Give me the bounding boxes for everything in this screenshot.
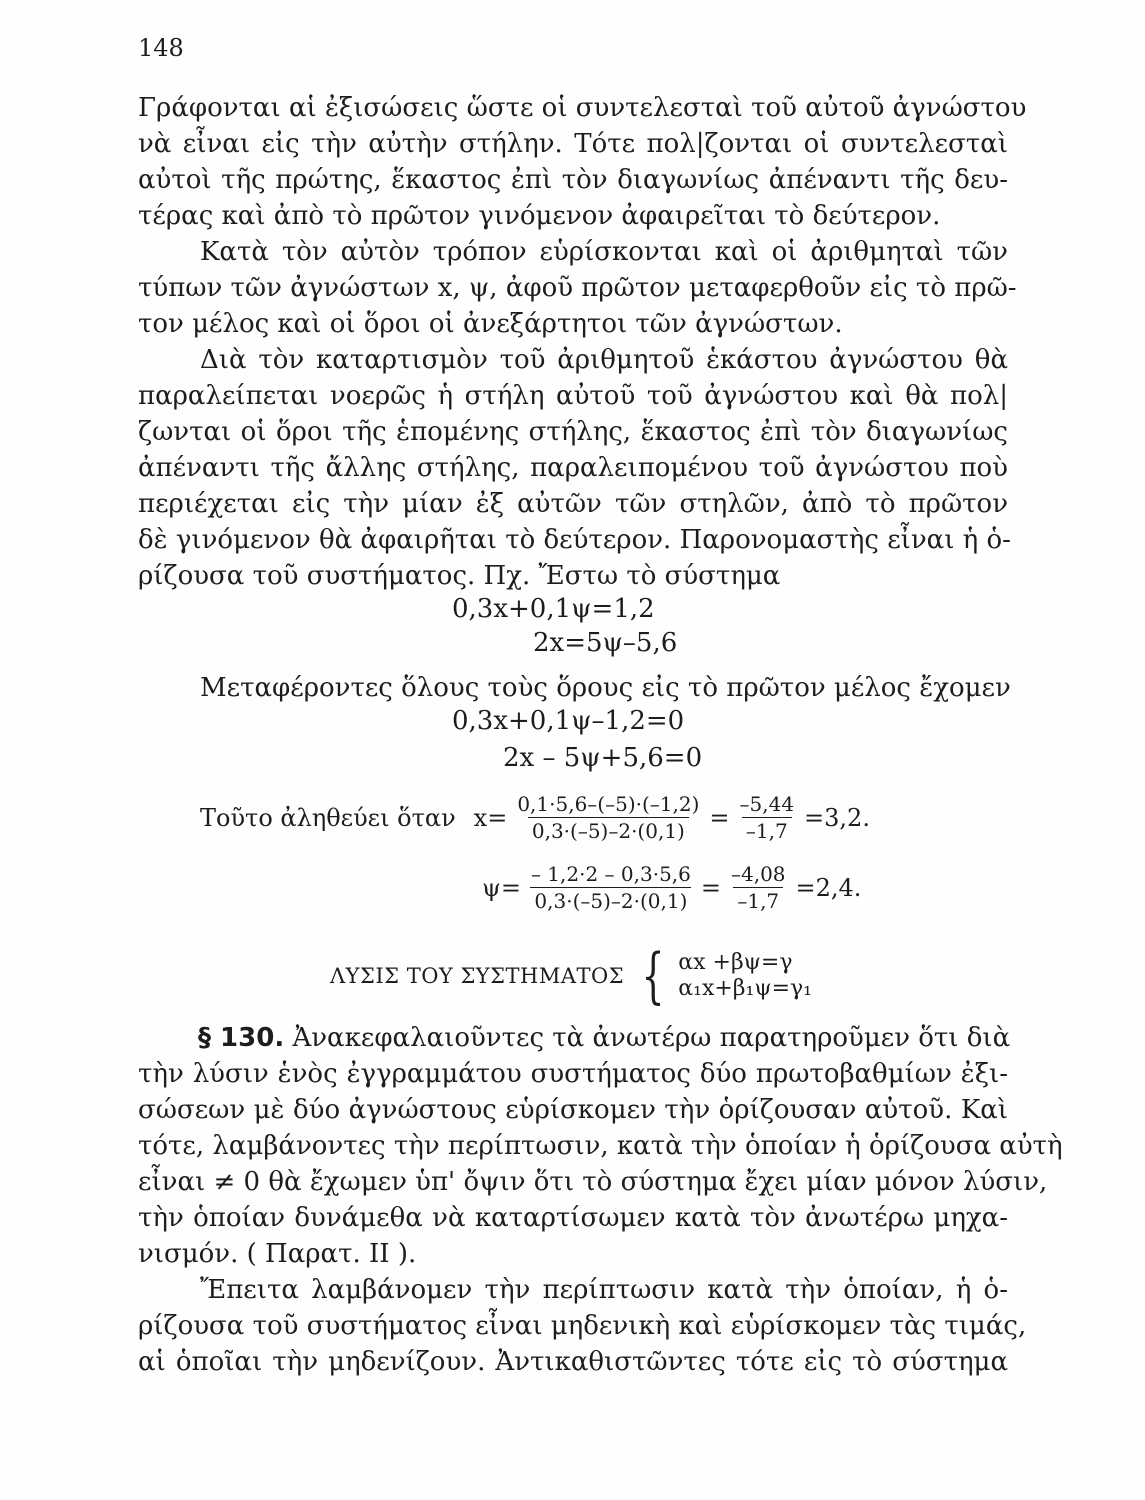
equals-sign: = xyxy=(709,803,730,832)
equation-3: 0,3x+0,1ψ–1,2=0 xyxy=(452,706,685,736)
text-line: σώσεων μὲ δύο ἀγνώστους εὑρίσκομεν τὴν ὁρίζουσαν αὐτοῦ. Καὶ xyxy=(138,1095,1008,1125)
text-line: αἱ ὁποῖαι τὴν μηδενίζουν. Ἀντικαθιστῶντες τότε εἰς τὸ σύστημα xyxy=(138,1347,1008,1377)
system-eq: α₁x+β₁ψ=γ₁ xyxy=(678,976,812,1001)
section-first-line xyxy=(138,1020,1011,1056)
body-text-top xyxy=(138,90,1027,594)
text-line: ζωνται οἱ ὅροι τῆς ἑπομένης στήλης, ἕκαστος ἐπὶ τὸν διαγωνίως xyxy=(138,417,1008,447)
text-line: ἀπέναντι τῆς ἄλλης στήλης, παραλειπομένου τοῦ ἀγνώστου ποὺ xyxy=(138,453,1008,483)
variable-y: ψ= xyxy=(482,873,521,902)
text-line: ρίζουσα τοῦ συστήματος εἶναι μηδενικὴ καὶ εὑρίσκομεν τὰς τιμάς, xyxy=(138,1311,1027,1341)
section-first-text: Ἀνακεφαλαιοῦντες τὰ ἀνωτέρω παρατηροῦμεν ὅτι διὰ xyxy=(292,1023,1011,1053)
text-line: εἶναι ≠ 0 θὰ ἔχωμεν ὑπ' ὄψιν ὅτι τὸ σύστημα ἔχει μίαν μόνον λύσιν, xyxy=(138,1167,1048,1197)
text-line: Κατὰ τὸν αὐτὸν τρόπον εὑρίσκονται καὶ οἱ ἀριθμηταὶ τῶν xyxy=(200,237,1008,267)
result: =3,2. xyxy=(804,803,870,832)
fraction xyxy=(527,862,695,913)
text-line: νισμόν. ( Παρατ. ΙΙ ). xyxy=(138,1239,417,1269)
brace-icon: { xyxy=(641,941,665,1011)
numerator: –5,44 xyxy=(739,792,795,816)
text-line: ρίζουσα τοῦ συστήματος. Πχ. Ἔστω τὸ σύστημα xyxy=(138,561,781,591)
denominator: –1,7 xyxy=(733,887,783,913)
solution-x xyxy=(200,792,870,843)
denominator: 0,3·(–5)–2·(0,1) xyxy=(530,887,691,913)
result: =2,4. xyxy=(795,873,862,902)
text-line: Ἔπειτα λαμβάνομεν τὴν περίπτωσιν κατὰ τὴν ὁποίαν, ἡ ὁ- xyxy=(200,1275,1008,1305)
equation-2: 2x=5ψ–5,6 xyxy=(533,628,678,658)
denominator: 0,3·(–5)–2·(0,1) xyxy=(528,817,689,843)
equation-4: 2x – 5ψ+5,6=0 xyxy=(503,743,703,773)
text-line: περιέχεται εἰς τὴν μίαν ἐξ αὐτῶν τῶν στηλῶν, ἀπὸ τὸ πρῶτον xyxy=(138,489,1008,519)
system-heading xyxy=(330,941,812,1011)
fraction xyxy=(727,862,790,913)
text-line: Γράφονται αἱ ἐξισώσεις ὥστε οἱ συντελεσταὶ τοῦ αὐτοῦ ἀγνώστου xyxy=(138,93,1027,123)
text-line: αὐτοὶ τῆς πρώτης, ἕκαστος ἐπὶ τὸν διαγωνίως ἀπέναντι τῆς δευ- xyxy=(138,165,1008,195)
numerator: – 1,2·2 – 0,3·5,6 xyxy=(530,862,691,886)
equation-1: 0,3x+0,1ψ=1,2 xyxy=(452,594,655,624)
fraction xyxy=(736,792,799,843)
text-line: τὴν ὁποίαν δυνάμεθα νὰ καταρτίσωμεν κατὰ τὸν ἀνωτέρω μηχα- xyxy=(138,1203,1008,1233)
transfer-line xyxy=(138,670,1011,706)
text-line: παραλείπεται νοερῶς ἡ στήλη αὐτοῦ τοῦ ἀγνώστου καὶ θὰ πολ| xyxy=(138,381,1008,411)
text-line: Διὰ τὸν καταρτισμὸν τοῦ ἀριθμητοῦ ἑκάστου ἀγνώστου θὰ xyxy=(200,345,1008,375)
text-line: τύπων τῶν ἀγνώστων x, ψ, ἀφοῦ πρῶτον μεταφερθοῦν εἰς τὸ πρῶ- xyxy=(138,273,1017,303)
page-number: 148 xyxy=(138,34,184,62)
text-line: νὰ εἶναι εἰς τὴν αὐτὴν στήλην. Τότε πολ|ζονται οἱ συντελεσταὶ xyxy=(138,129,1008,159)
text-line: τότε, λαμβάνοντες τὴν περίπτωσιν, κατὰ τὴν ὁποίαν ἡ ὁρίζουσα αὐτὴ xyxy=(138,1131,1063,1161)
text-line: τον μέλος καὶ οἱ ὅροι οἱ ἀνεξάρτητοι τῶν ἀγνώστων. xyxy=(138,309,843,339)
equals-sign: = xyxy=(700,873,721,902)
denominator: –1,7 xyxy=(742,817,792,843)
solution-lead: Τοῦτο ἀληθεύει ὅταν xyxy=(200,803,456,832)
system-lines xyxy=(678,950,812,1002)
text-line: Μεταφέροντες ὅλους τοὺς ὅρους εἰς τὸ πρῶτον μέλος ἔχομεν xyxy=(200,673,1011,703)
text-line: τὴν λύσιν ἑνὸς ἐγγραμμάτου συστήματος δύο πρωτοβαθμίων ἐξι- xyxy=(138,1059,1008,1089)
system-eq: αx +βψ=γ xyxy=(678,950,793,975)
numerator: –4,08 xyxy=(730,862,786,886)
numerator: 0,1·5,6–(–5)·(–1,2) xyxy=(517,792,700,816)
fraction xyxy=(513,792,703,843)
text-line: δὲ γινόμενον θὰ ἀφαιρῆται τὸ δεύτερον. Παρονομαστὴς εἶναι ἡ ὁ- xyxy=(138,525,1011,555)
heading-title: ΛΥΣΙΣ ΤΟΥ ΣΥΣΤΗΜΑΤΟΣ xyxy=(330,964,625,988)
text-line: τέρας καὶ ἀπὸ τὸ πρῶτον γινόμενον ἀφαιρεῖται τὸ δεύτερον. xyxy=(138,201,941,231)
section-ref: § 130. xyxy=(198,1023,285,1053)
variable-x: x= xyxy=(473,803,508,832)
section-130 xyxy=(138,1020,1063,1380)
solution-y xyxy=(482,862,861,913)
